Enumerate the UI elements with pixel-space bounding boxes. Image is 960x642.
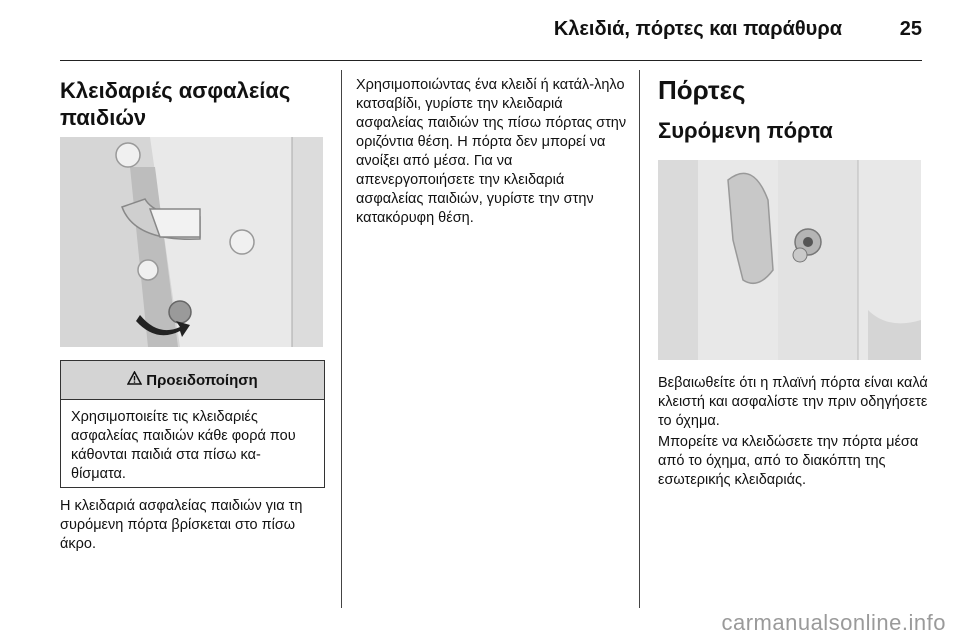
sliding-door-illustration xyxy=(658,160,921,360)
warning-title: Προειδοποίηση xyxy=(146,371,258,389)
column-divider-right xyxy=(639,70,640,608)
sliding-door-heading: Συρόμενη πόρτα xyxy=(658,118,833,143)
child-lock-location-text: Η κλειδαριά ασφαλείας παιδιών για τη συρόμενη πόρτα βρίσκεται στο πίσω άκρο. xyxy=(60,498,303,552)
child-lock-heading: Κλειδαριές ασφαλείας παιδιών xyxy=(60,78,291,130)
warning-box xyxy=(60,360,325,488)
child-lock-instructions-text: Χρησιμοποιώντας ένα κλειδί ή κατάλ-ληλο κατσαβίδι, γυρίστε την κλειδαριά ασφαλείας παιδιών της πίσω πόρτας στην οριζόντια θέση. Η πόρτα δεν μπορεί να ανοίξει από μέσα. Για να απενεργοποιήσετε την κλειδαριά ασφαλείας παιδιών, γυρίστε την στην κατακόρυφη θέση. xyxy=(356,77,627,226)
warning-text: Χρησιμοποιείτε τις κλειδαριές ασφαλείας παιδιών κάθε φορά που κάθονται παιδιά στα πίσω κα-θίσματα. xyxy=(71,409,296,482)
page-header-title: Κλειδιά, πόρτες και παράθυρα xyxy=(553,18,842,40)
child-lock-illustration xyxy=(60,137,323,347)
page-number: 25 xyxy=(899,18,922,40)
warning-header xyxy=(61,361,324,400)
column-divider-left xyxy=(341,70,342,608)
sliding-door-para-1: Βεβαιωθείτε ότι η πλαϊνή πόρτα είναι καλά κλειστή και ασφαλίστε την πριν οδηγήσετε το όχημα. xyxy=(658,375,928,429)
doors-heading: Πόρτες xyxy=(658,75,746,105)
watermark: carmanualsonline.info xyxy=(721,610,946,635)
header-rule xyxy=(60,60,922,61)
warning-triangle-icon xyxy=(127,371,142,389)
sliding-door-para-2: Μπορείτε να κλειδώσετε την πόρτα μέσα από το όχημα, από το διακόπτη της εσωτερικής κλειδαριάς. xyxy=(658,434,919,488)
